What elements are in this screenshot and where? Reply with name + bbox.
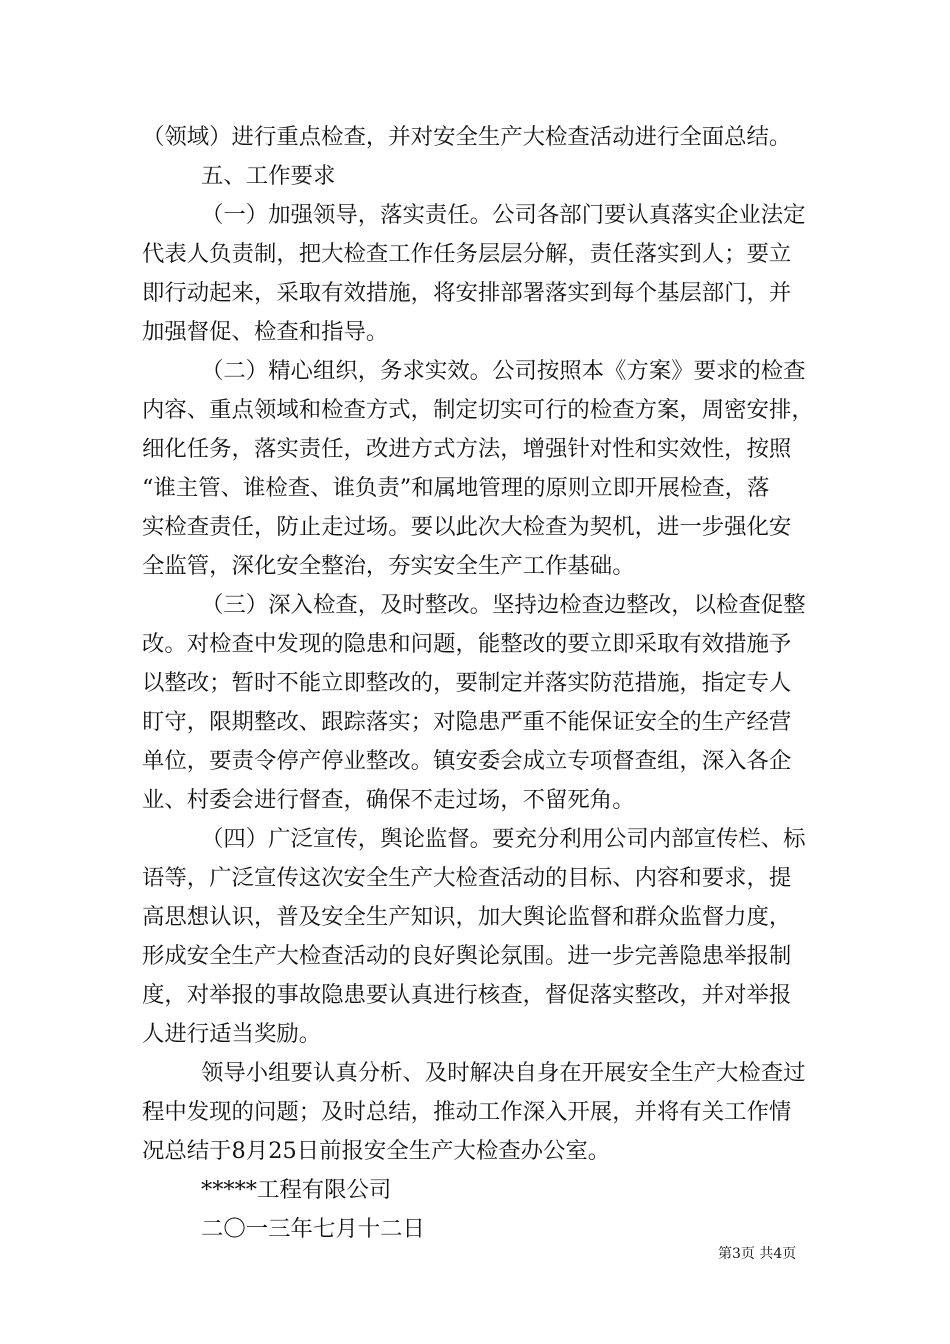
paragraph-4-line: 形成安全生产大检查活动的良好舆论氛围。进一步完善隐患举报制 [142, 943, 792, 969]
paragraph-2-line: 全监管，深化安全整治，夯实安全生产工作基础。 [142, 553, 635, 579]
paragraph-4-line: 语等，广泛宣传这次安全生产大检查活动的目标、内容和要求，提 [142, 865, 792, 891]
paragraph-5-line: 程中发现的问题；及时总结，推动工作深入开展，并将有关工作情 [142, 1099, 792, 1125]
paragraph-2-line: 细化任务，落实责任，改进方式方法，增强针对性和实效性，按照 [142, 436, 792, 462]
paragraph-3-line: 以整改；暂时不能立即整改的，要制定并落实防范措施，指定专人 [142, 670, 792, 696]
paragraph-3-line: 业、村委会进行督查，确保不走过场，不留死角。 [142, 787, 635, 813]
section-heading: 五、工作要求 [201, 163, 336, 189]
paragraph-3-line: 盯守，限期整改、跟踪落实；对隐患严重不能保证安全的生产经营 [142, 709, 792, 735]
paragraph-4-line: 高思想认识，普及安全生产知识，加大舆论监督和群众监督力度， [142, 904, 792, 930]
signature-company: *****工程有限公司 [201, 1177, 392, 1203]
paragraph-2-line: 实检查责任，防止走过场。要以此次大检查为契机，进一步强化安 [142, 514, 792, 540]
paragraph-1-line: 代表人负责制，把大检查工作任务层层分解，责任落实到人；要立 [142, 241, 792, 267]
paragraph-2-line: 内容、重点领域和检查方式，制定切实可行的检查方案，周密安排， [142, 397, 814, 423]
paragraph-1-line: 加强督促、检查和指导。 [142, 319, 389, 345]
text-line: （领域）进行重点检查，并对安全生产大检查活动进行全面总结。 [142, 124, 792, 150]
paragraph-2-line: “谁主管、谁检查、谁负责”和属地管理的原则立即开展检查，落 [142, 475, 770, 501]
paragraph-3-line: 单位，要责令停产停业整改。镇安委会成立专项督查组，深入各企 [142, 748, 792, 774]
document-body [142, 118, 826, 1249]
paragraph-5-line: 领导小组要认真分析、及时解决自身在开展安全生产大检查过 [201, 1060, 806, 1086]
paragraph-5-line: 况总结于8月25日前报安全生产大检查办公室。 [142, 1138, 611, 1164]
paragraph-1-line: 即行动起来，采取有效措施，将安排部署落实到每个基层部门，并 [142, 280, 792, 306]
paragraph-4-line: 人进行适当奖励。 [142, 1021, 322, 1047]
signature-date: 二〇一三年七月十二日 [201, 1216, 425, 1242]
paragraph-2-line: （二）精心组织，务求实效。公司按照本《方案》要求的检查 [201, 358, 806, 384]
paragraph-4-line: （四）广泛宣传，舆论监督。要充分利用公司内部宣传栏、标 [201, 826, 806, 852]
paragraph-3-line: （三）深入检查，及时整改。坚持边检查边整改，以检查促整 [201, 592, 806, 618]
paragraph-1-line: （一）加强领导，落实责任。公司各部门要认真落实企业法定 [201, 202, 806, 228]
page-number-footer: 第3页 共4页 [718, 1246, 797, 1262]
paragraph-3-line: 改。对检查中发现的隐患和问题，能整改的要立即采取有效措施予 [142, 631, 792, 657]
paragraph-4-line: 度，对举报的事故隐患要认真进行核查，督促落实整改，并对举报 [142, 982, 792, 1008]
